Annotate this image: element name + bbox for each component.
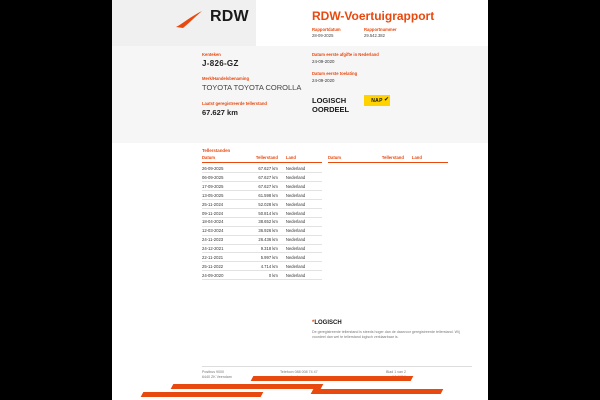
footer-stripes-decoration	[112, 374, 488, 400]
plate-label: Kenteken	[202, 52, 221, 57]
table-row	[202, 165, 322, 174]
verdict-block	[312, 96, 349, 114]
first-admission-label: Datum eerste afgifte in Nederland	[312, 52, 379, 57]
cell-odometer: 0 km	[268, 272, 278, 278]
cell-country: Nederland	[285, 237, 306, 243]
cell-country: Nederland	[285, 166, 306, 172]
footer-address-line1: Postbus 9000	[202, 370, 224, 374]
table-row	[202, 218, 322, 227]
verdict-line-1: LOGISCH	[312, 96, 347, 105]
cell-country: Nederland	[285, 246, 306, 252]
table-row	[202, 173, 322, 182]
header-country: Land	[411, 155, 422, 160]
cell-date: 06-09-2025	[202, 174, 224, 180]
cell-country: Nederland	[285, 263, 306, 269]
plate-value: J-826-GZ	[202, 59, 239, 68]
cell-country: Nederland	[285, 255, 306, 260]
cell-odometer: 4.714 km	[260, 263, 278, 269]
table-row	[202, 191, 322, 200]
odometer-label: Laatst geregistreerde tellerstand	[202, 101, 267, 106]
cell-country: Nederland	[285, 201, 306, 207]
vehicle-info-left	[202, 52, 312, 117]
rdw-wordmark: RDW	[210, 8, 249, 25]
cell-country: Nederland	[285, 272, 306, 278]
cell-odometer: 67.627 km	[258, 174, 278, 180]
make-label: Merk/Handelsbenaming	[202, 76, 250, 81]
cell-date: 24-12-2021	[202, 246, 224, 252]
footer-logo-text: LOGISCH	[314, 320, 342, 326]
cell-date: 25-11-2022	[202, 263, 224, 269]
cell-country: Nederland	[285, 210, 306, 216]
header-date: Datum	[202, 155, 216, 160]
report-number-value: 29.542.382	[364, 33, 385, 38]
header-country: Land	[285, 155, 296, 160]
cell-country: Nederland	[285, 174, 306, 180]
cell-odometer: 5.997 km	[260, 255, 278, 260]
cell-date: 25-11-2024	[202, 201, 224, 207]
table-row	[202, 236, 322, 245]
report-date-value: 28-09-2025	[312, 33, 334, 38]
vehicle-info-right	[312, 52, 462, 90]
rdw-swoosh-icon	[174, 10, 204, 30]
table-row	[202, 271, 322, 280]
footer-logo	[312, 320, 342, 326]
cell-date: 18-04-2024	[202, 219, 224, 225]
make-value: TOYOTA TOYOTA COROLLA	[202, 83, 302, 92]
first-admission-value: 24-09-2020	[312, 59, 335, 64]
odometer-value: 67.627 km	[202, 108, 238, 117]
cell-date: 26-09-2025	[202, 166, 224, 172]
cell-odometer: 50.814 km	[258, 210, 278, 216]
report-date-label: Rapportdatum	[312, 27, 341, 32]
cell-odometer: 67.627 km	[258, 166, 278, 172]
table-row	[202, 262, 322, 271]
header-odometer: Tellerstand	[255, 155, 278, 160]
cell-date: 09-11-2024	[202, 210, 224, 216]
header-date: Datum	[328, 155, 342, 160]
table-row	[202, 200, 322, 209]
odometer-table-left	[202, 155, 322, 280]
first-registration-label: Datum eerste toelating	[312, 71, 358, 76]
odometer-table-right	[328, 155, 448, 165]
table-row	[202, 209, 322, 218]
check-icon: ✔	[384, 97, 390, 103]
report-meta	[312, 27, 482, 38]
cell-odometer: 52.028 km	[258, 201, 278, 207]
document-page	[112, 0, 488, 400]
cell-odometer: 9.318 km	[260, 246, 278, 252]
table-row	[202, 253, 322, 262]
cell-country: Nederland	[285, 228, 306, 234]
footer-address-line2: 6440 ZK Veendam	[202, 375, 232, 379]
table-header-row	[328, 155, 448, 163]
cell-odometer: 26.436 km	[258, 237, 278, 243]
cell-country: Nederland	[285, 219, 306, 225]
cell-country: Nederland	[285, 192, 306, 198]
header-odometer: Tellerstand	[381, 155, 404, 160]
report-number-label: Rapportnummer	[364, 27, 397, 32]
footer-page-number: Blad 1 van 2	[386, 370, 406, 374]
disclaimer-text: De geregistreerde tellerstand is steeds hoger dan de daarvoor geregistreerde tellerstand. Wij voordeel dan wel te tellerstand logisch verklaarbaar is.	[312, 330, 460, 339]
cell-odometer: 67.627 km	[258, 183, 278, 189]
cell-odometer: 38.652 km	[258, 219, 278, 225]
cell-date: 24-09-2020	[202, 272, 224, 278]
table-body-left	[202, 165, 322, 281]
footer-phone: Telefoon 088 008 74 47	[280, 370, 318, 374]
cell-date: 13-05-2025	[202, 192, 224, 198]
page-title: RDW-Voertuigrapport	[312, 9, 435, 23]
footer-logo-star: *	[312, 320, 315, 326]
table-row	[202, 227, 322, 236]
cell-odometer: 36.926 km	[258, 228, 278, 234]
cell-date: 22-11-2021	[202, 255, 224, 260]
cell-date: 12-03-2024	[202, 228, 224, 234]
cell-odometer: 61.598 km	[258, 192, 278, 198]
odometer-table-title: Tellerstanden	[202, 148, 231, 153]
table-row	[202, 245, 322, 254]
cell-date: 17-09-2025	[202, 183, 224, 189]
table-header-row	[202, 155, 322, 163]
table-row	[202, 182, 322, 191]
cell-country: Nederland	[285, 183, 306, 189]
verdict-line-2: OORDEEL	[312, 105, 350, 114]
cell-date: 24-11-2023	[202, 237, 224, 243]
first-registration-value: 24-09-2020	[312, 78, 335, 83]
nap-badge: NAP	[364, 95, 390, 106]
